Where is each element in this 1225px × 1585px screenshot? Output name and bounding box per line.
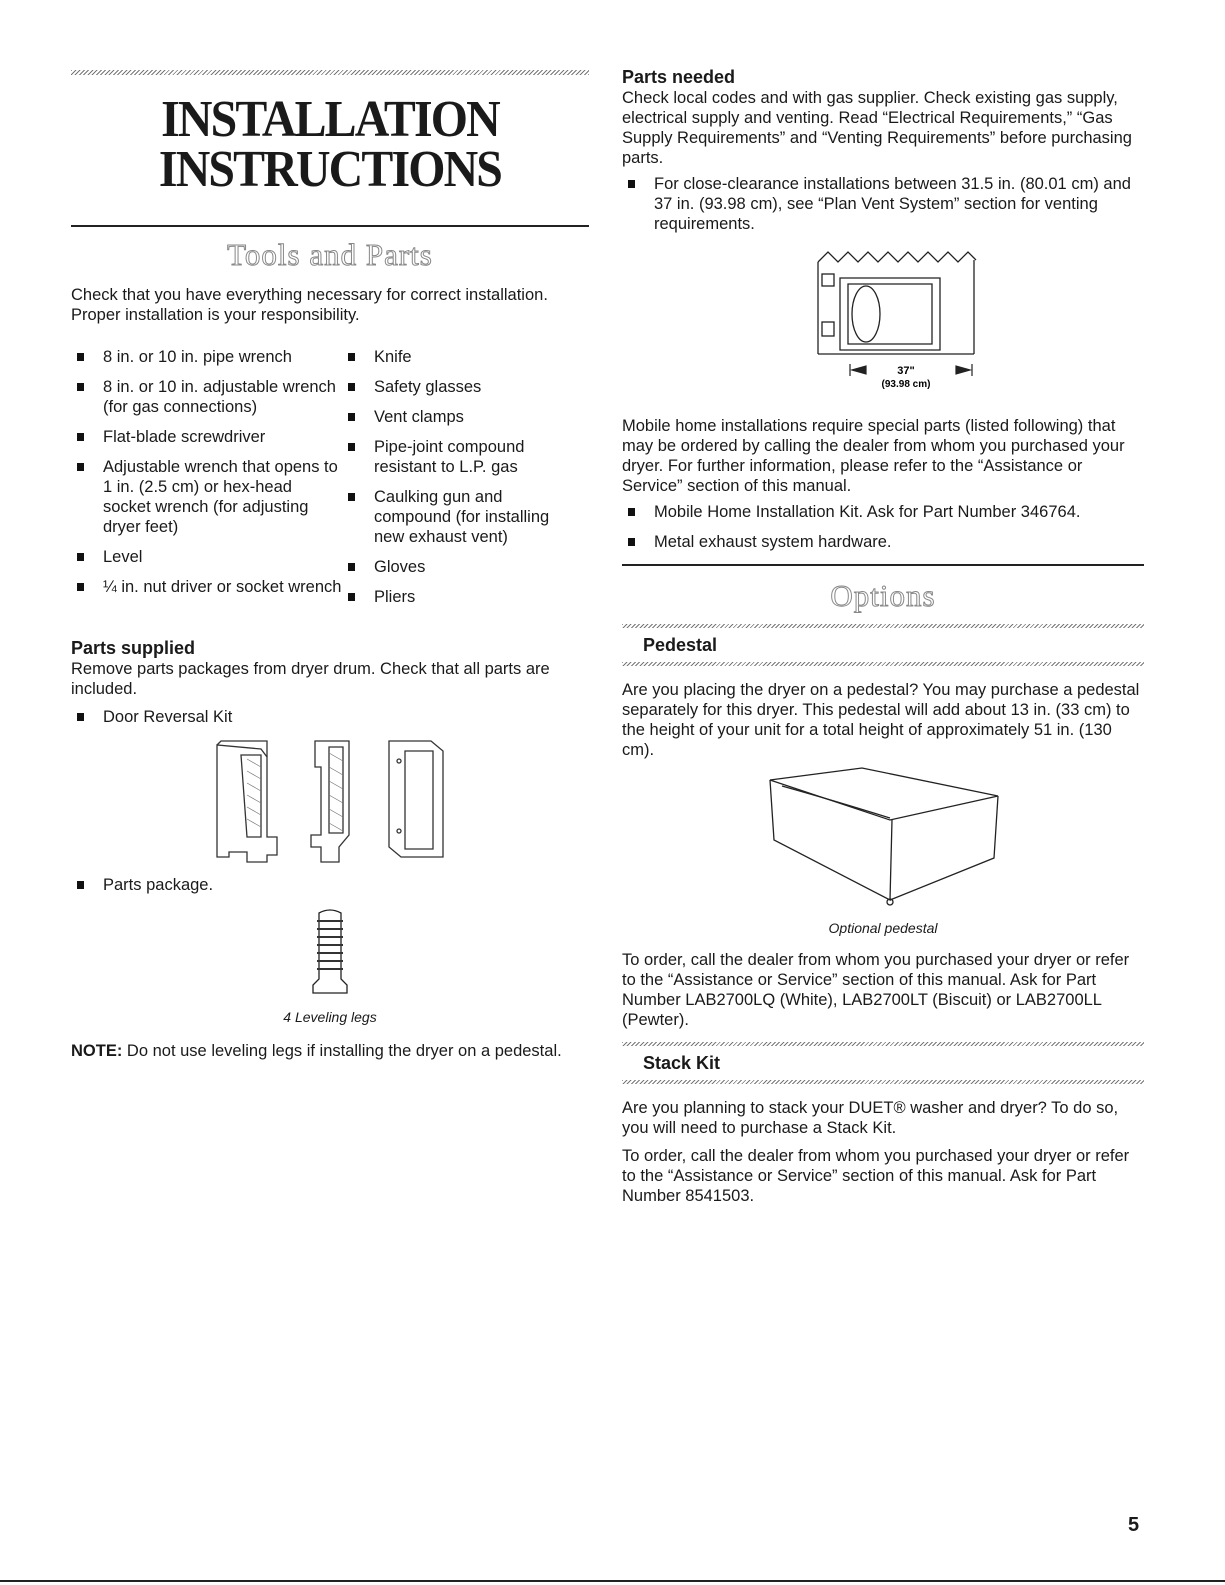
mobile-home-item: Mobile Home Installation Kit. Ask for Part Number 346764. — [622, 502, 1144, 522]
stack-kit-subhead — [622, 1042, 1144, 1084]
leveling-legs-caption: 4 Leveling legs — [283, 1008, 377, 1025]
tool-item: Flat-blade screwdriver — [71, 427, 342, 447]
tool-item: ¼ in. nut driver or socket wrench — [71, 577, 342, 597]
parts-needed-text: Check local codes and with gas supplier. Check existing gas supply, electrical supply and venting. Read “Electrical Requirements,” “Gas Supply Requirements” and “Venting Requirements” before purchasing parts. — [622, 89, 1132, 167]
stack-kit-order-text: To order, call the dealer from whom you purchased your dryer or refer to the “Assistance or Service” section of this manual. Ask for Part Number 8541503. — [622, 1146, 1130, 1205]
stack-kit-heading: Stack Kit — [643, 1052, 721, 1073]
parts-package-item: Parts package. — [71, 875, 589, 895]
tools-intro: Check that you have everything necessary for correct installation. Proper installation is your responsibility. — [71, 285, 548, 324]
stack-hatch-bottom — [622, 1080, 1144, 1084]
parts-package-list — [71, 875, 589, 895]
page-number: 5 — [1128, 1514, 1140, 1536]
parts-needed-heading: Parts needed — [622, 67, 736, 87]
close-clearance-list — [622, 174, 1144, 234]
note-label: NOTE: — [71, 1041, 123, 1060]
bottom-edge-rule — [0, 1580, 1225, 1582]
tool-item: Gloves — [342, 557, 582, 577]
tool-item: Vent clamps — [342, 407, 582, 427]
clearance-dim-metric: (93.98 cm) — [881, 379, 931, 390]
right-column — [622, 66, 1144, 1206]
tool-item: Adjustable wrench that opens to 1 in. (2.5 cm) or hex-head socket wrench (for adjusting dryer feet) — [71, 457, 342, 537]
tool-item: Level — [71, 547, 342, 567]
pedestal-order-text: To order, call the dealer from whom you purchased your dryer or refer to the “Assistance or Service” section of this manual. Ask for Part Number LAB2700LQ (White), LAB2700LT (Biscuit) or LAB2700LL (Pewter). — [622, 950, 1130, 1029]
note-paragraph — [71, 1041, 589, 1061]
tool-item: Pipe-joint compound resistant to L.P. gas — [342, 437, 582, 477]
page-title — [92, 91, 569, 198]
leveling-leg-illustration — [71, 905, 589, 997]
tools-column-2 — [342, 347, 582, 617]
left-column — [71, 70, 589, 1061]
tool-item: 8 in. or 10 in. pipe wrench — [71, 347, 342, 367]
door-reversal-kit-illustration — [71, 737, 589, 867]
pedestal-hatch-bottom — [622, 662, 1144, 666]
parts-supplied-text: Remove parts packages from dryer drum. Check that all parts are included. — [71, 659, 550, 698]
mobile-home-text: Mobile home installations require special parts (listed following) that may be ordered by calling the dealer from whom you purchased your dryer. For further information, please refer to the “Assistance or Service” section of this manual. — [622, 417, 1125, 495]
tool-item: Knife — [342, 347, 582, 367]
stack-kit-text: Are you planning to stack your DUET® washer and dryer? To do so, you will need to purchase a Stack Kit. — [622, 1098, 1119, 1137]
tool-item: Safety glasses — [342, 377, 582, 397]
tools-section-title: Tools and Parts — [227, 236, 433, 272]
pedestal-caption: Optional pedestal — [828, 919, 938, 936]
parts-supplied-heading: Parts supplied — [71, 637, 196, 658]
tools-list — [71, 347, 589, 617]
title-line-1: INSTALLATION — [161, 91, 499, 148]
title-hatch-rule — [71, 70, 589, 75]
tool-item: Pliers — [342, 587, 582, 607]
mobile-home-item: Metal exhaust system hardware. — [622, 532, 1144, 552]
close-clearance-illustration — [622, 244, 1144, 406]
pedestal-text: Are you placing the dryer on a pedestal? You may purchase a pedestal separately for this dryer. This pedestal will add about 13 in. (33 cm) to the height of your unit for a total height of approximately 51 in. (130 cm). — [622, 680, 1140, 759]
close-clearance-item: For close-clearance installations between 31.5 in. (80.01 cm) and 37 in. (93.98 cm), see “Plan Vent System” section for venting requirements. — [622, 174, 1144, 234]
door-kit-list — [71, 707, 589, 727]
pedestal-heading: Pedestal — [643, 634, 718, 655]
note-text: Do not use leveling legs if installing the dryer on a pedestal. — [122, 1041, 562, 1060]
pedestal-illustration — [622, 760, 1144, 910]
pedestal-subhead — [622, 624, 1144, 666]
title-line-2: INSTRUCTIONS — [158, 141, 502, 198]
options-rule — [622, 564, 1144, 566]
mobile-home-list — [622, 502, 1144, 552]
title-rule — [71, 225, 589, 227]
door-kit-item: Door Reversal Kit — [71, 707, 589, 727]
tools-column-1 — [71, 347, 342, 617]
options-section-title: Options — [830, 577, 936, 613]
clearance-dim-label: 37" — [897, 365, 915, 377]
tool-item: 8 in. or 10 in. adjustable wrench (for gas connections) — [71, 377, 342, 417]
tool-item: Caulking gun and compound (for installing new exhaust vent) — [342, 487, 582, 547]
